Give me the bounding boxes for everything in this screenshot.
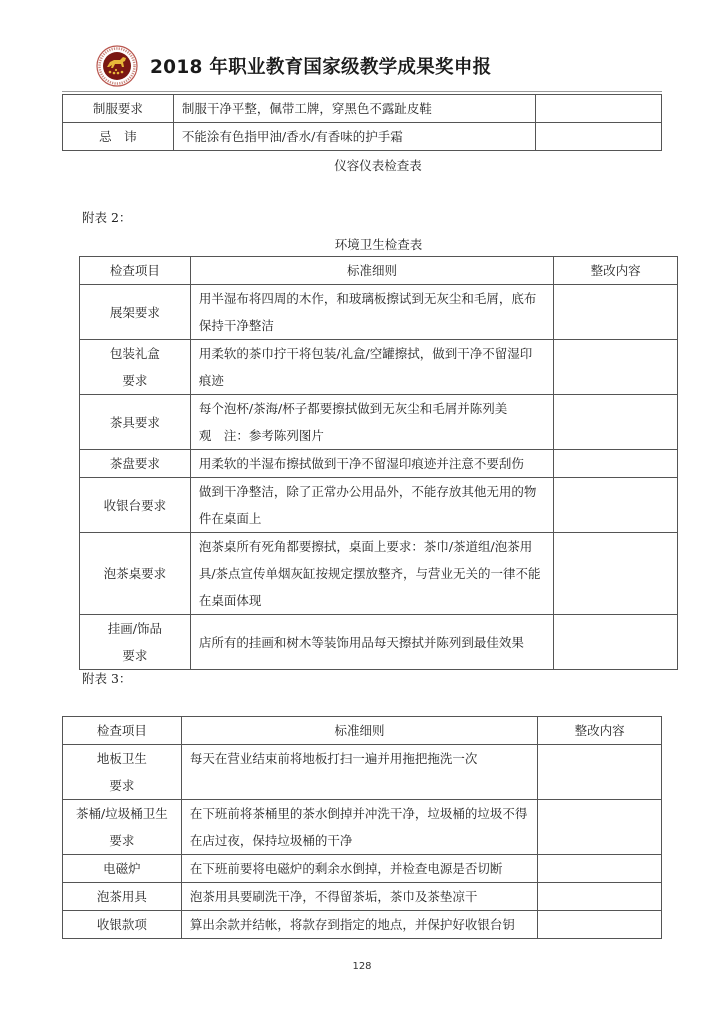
check-item-line: 泡茶用具 [96, 889, 147, 904]
standard-detail-line: 做到干净整洁，除了正常办公用品外，不能存放其他无用的物 [198, 484, 537, 499]
rectification-cell [538, 855, 662, 883]
rectification-cell [554, 615, 678, 670]
standard-detail [181, 745, 537, 800]
table-row [80, 285, 678, 340]
rectification-cell [538, 745, 662, 800]
check-item-line: 茶桶/垃圾桶卫生 [76, 806, 168, 821]
check-item-line: 要求 [122, 373, 148, 388]
standard-detail-line: 泡茶用具要刷洗干净，不得留茶垢，茶巾及茶垫凉干 [189, 889, 478, 904]
rectification-cell [554, 285, 678, 340]
check-item-line: 茶盘要求 [109, 456, 160, 471]
rectification-cell [538, 800, 662, 855]
table-row [80, 340, 678, 395]
column-header: 标准细则 [190, 257, 553, 285]
rectification-cell [536, 123, 662, 151]
column-header: 整改内容 [538, 717, 662, 745]
rectification-cell [538, 883, 662, 911]
standard-detail-line: 在下班前将茶桶里的茶水倒掉并冲洗干净，垃圾桶的垃圾不得 [189, 806, 528, 821]
table-row [80, 450, 678, 478]
check-item [80, 340, 191, 395]
check-item [63, 745, 182, 800]
table-row [80, 533, 678, 615]
standard-detail [190, 395, 553, 450]
appendix-label: 附表 3： [82, 671, 132, 686]
standard-detail [190, 615, 553, 670]
standard-detail-line [190, 772, 529, 799]
standard-detail-line: 痕迹 [198, 373, 224, 388]
table-row [63, 800, 662, 855]
check-item [80, 533, 191, 615]
table-row [63, 745, 662, 800]
rectification-cell [538, 911, 662, 939]
standard-detail [181, 883, 537, 911]
standard-detail-line: 用柔软的茶巾拧干将包装/礼盒/空罐擦拭，做到干净不留湿印 [198, 346, 533, 361]
standard-detail [190, 533, 553, 615]
check-item [63, 911, 182, 939]
page-number: 128 [352, 961, 372, 972]
check-item-line: 收银款项 [96, 917, 147, 932]
standard-detail-line: 在店过夜，保持垃圾桶的干净 [189, 833, 353, 848]
check-item-line: 包装礼盒 [109, 346, 160, 361]
table-row [80, 395, 678, 450]
standard-detail [181, 800, 537, 855]
table-row [80, 478, 678, 533]
check-item: 制服要求 [63, 95, 174, 123]
check-item-line: 泡茶桌要求 [103, 566, 167, 581]
rectification-cell [554, 395, 678, 450]
standard-detail-line: 算出余款并结帐，将款存到指定的地点，并保护好收银台钥 [189, 917, 515, 932]
standard-detail: 不能涂有色指甲油/香水/有香味的护手霜 [173, 123, 535, 151]
standard-detail [190, 478, 553, 533]
rectification-cell [554, 533, 678, 615]
standard-detail: 制服干净平整，佩带工牌，穿黑色不露趾皮鞋 [173, 95, 535, 123]
standard-detail-line: 在下班前要将电磁炉的剩余水倒掉，并检查电源是否切断 [189, 861, 503, 876]
check-item-line: 要求 [122, 648, 148, 663]
check-item [80, 615, 191, 670]
table-caption: 环境卫生检查表 [334, 237, 423, 252]
environment-hygiene-table [79, 256, 678, 670]
standard-detail [181, 911, 537, 939]
standard-detail-line: 店所有的挂画和树木等装饰用品每天擦拭并陈列到最佳效果 [198, 634, 524, 650]
table-row [63, 123, 662, 151]
rectification-cell [554, 478, 678, 533]
check-item-line: 要求 [109, 778, 135, 793]
appearance-check-table [62, 94, 662, 151]
standard-detail [190, 285, 553, 340]
check-item [63, 883, 182, 911]
school-emblem-logo [96, 45, 138, 87]
check-item-line: 展架要求 [109, 304, 160, 320]
check-item [80, 395, 191, 450]
rectification-cell [554, 340, 678, 395]
standard-detail-line: 观 注：参考陈列图片 [198, 428, 324, 443]
rectification-cell [554, 450, 678, 478]
check-item-line: 电磁炉 [103, 861, 141, 876]
table-row [63, 95, 662, 123]
standard-detail-line: 用柔软的半湿布擦拭做到干净不留湿印痕迹并注意不要刮伤 [198, 456, 524, 471]
column-header: 检查项目 [63, 717, 182, 745]
standard-detail-line: 件在桌面上 [198, 511, 262, 526]
check-item [63, 855, 182, 883]
standard-detail-line: 保持干净整洁 [198, 318, 274, 333]
check-item [80, 450, 191, 478]
check-item-line: 地板卫生 [96, 751, 147, 766]
table-header-row [80, 257, 678, 285]
standard-detail-line: 用半湿布将四周的木作，和玻璃板擦试到无灰尘和毛屑，底布 [198, 291, 537, 306]
check-item: 忌 讳 [63, 123, 174, 151]
standard-detail [190, 450, 553, 478]
header-divider [62, 91, 662, 92]
standard-detail [190, 340, 553, 395]
check-item-line: 要求 [109, 833, 135, 848]
check-item [80, 478, 191, 533]
column-header: 检查项目 [80, 257, 191, 285]
check-item-line: 挂画/饰品 [107, 621, 163, 636]
check-item-line: 收银台要求 [103, 497, 167, 513]
appendix-label: 附表 2： [82, 210, 132, 225]
column-header: 整改内容 [554, 257, 678, 285]
standard-detail-line: 每个泡杯/茶海/杯子都要擦拭做到无灰尘和毛屑并陈列美 [198, 401, 508, 416]
check-item-line: 茶具要求 [109, 414, 160, 430]
standard-detail-line: 每天在营业结束前将地板打扫一遍并用拖把拖洗一次 [189, 751, 478, 766]
table-caption: 仪容仪表检查表 [334, 158, 422, 173]
rectification-cell [536, 95, 662, 123]
table-row [63, 911, 662, 939]
standard-detail-line: 泡茶桌所有死角都要擦拭，桌面上要求：茶巾/茶道组/泡茶用 [198, 539, 533, 554]
check-item [63, 800, 182, 855]
check-item [80, 285, 191, 340]
table-row [80, 615, 678, 670]
table-row [63, 883, 662, 911]
column-header: 标准细则 [181, 717, 537, 745]
table-row [63, 855, 662, 883]
document-header-title: 2018 年职业教育国家级教学成果奖申报 [150, 57, 492, 78]
standard-detail-line: 具/茶点宣传单烟灰缸按规定摆放整齐，与营业无关的一律不能 [198, 566, 541, 581]
standard-detail [181, 855, 537, 883]
table-header-row [63, 717, 662, 745]
standard-detail-line: 在桌面体现 [198, 593, 262, 608]
closing-hygiene-table [62, 716, 662, 939]
